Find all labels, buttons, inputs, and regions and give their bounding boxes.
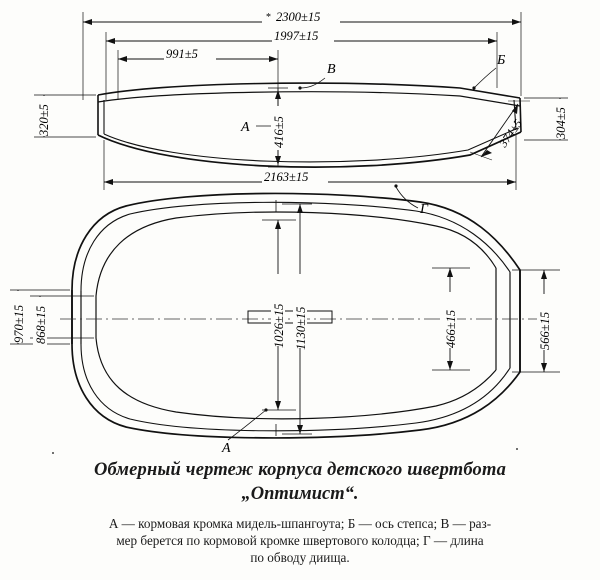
label-b-group <box>472 53 505 90</box>
dim-1130-group <box>282 204 312 434</box>
speck-left <box>52 452 54 454</box>
dim-2300-label: 2300±15 <box>276 10 321 24</box>
legend-note <box>14 516 586 567</box>
sheer-line-inner <box>98 92 520 106</box>
label-a-plan-group <box>221 408 268 455</box>
label-v-group <box>298 62 336 90</box>
dim-1026-label: 1026±15 <box>272 303 286 348</box>
letter-a-plan-label: А <box>222 441 231 455</box>
dim-304-group <box>524 98 568 140</box>
dim-2300-note: * <box>266 12 271 23</box>
caption-line-2: „Оптимист“. <box>241 484 359 504</box>
caption-line-1: Обмерный чертеж корпуса детского швертбота <box>93 460 507 480</box>
legend-note-line-1: А — кормовая кромка мидель-шпангоута; Б — ось степса; В — раз- <box>108 516 492 531</box>
letter-g-label: Г <box>420 202 428 217</box>
dim-320-label: 320±5 <box>37 104 51 136</box>
dim-304-label: 304±5 <box>554 107 568 139</box>
letter-v-label: В <box>327 62 336 77</box>
dim-320-group <box>34 95 96 137</box>
dim-1997-group <box>106 29 497 100</box>
letter-a-side-label: А <box>241 120 250 135</box>
dim-970-label: 970±15 <box>12 304 26 343</box>
dim-2300-group <box>83 10 521 100</box>
letter-b-label: Б <box>497 53 506 68</box>
dim-868-group <box>30 296 94 347</box>
dim-1026-group <box>262 220 296 410</box>
label-a-side-group <box>240 120 276 135</box>
dim-416-label: 416±5 <box>272 116 286 148</box>
speck-right <box>516 448 518 450</box>
plan-view-group <box>10 193 560 455</box>
dim-566-label: 566±15 <box>538 311 552 350</box>
dim-868-label: 868±15 <box>34 305 48 344</box>
dim-466-label: 466±15 <box>444 309 458 348</box>
legend-note-line-2: мер берется по кормовой кромке швертового колодца; Г — длина <box>116 532 484 548</box>
dim-374-label: 374±5 <box>495 116 526 150</box>
dim-1997-label: 1997±15 <box>274 29 319 43</box>
dim-2163-label: 2163±15 <box>264 170 309 184</box>
centreboard-case <box>248 311 332 323</box>
dim-416-group <box>268 88 288 167</box>
dim-991-label: 991±5 <box>166 47 198 61</box>
side-view-group <box>34 10 568 217</box>
legend-note-line-3: по обводу диища. <box>250 549 350 565</box>
dim-1130-label: 1130±15 <box>294 306 308 350</box>
